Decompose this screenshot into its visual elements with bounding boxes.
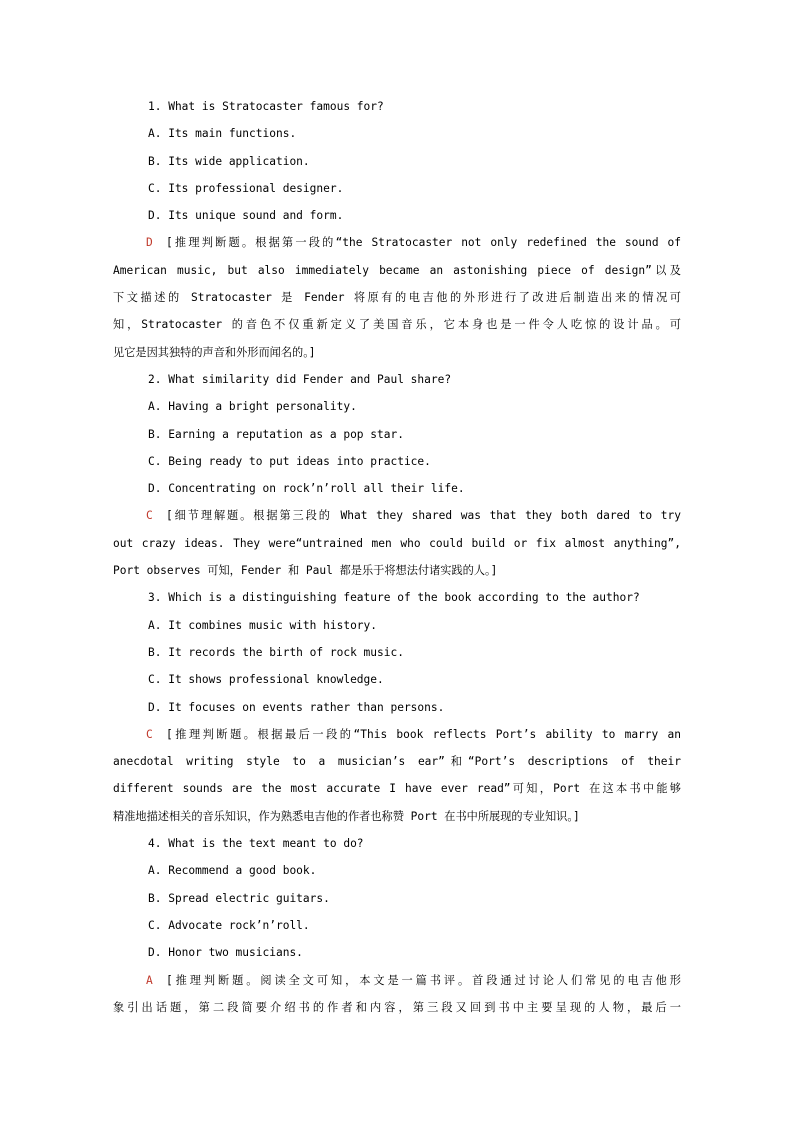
answer-line <box>113 502 681 529</box>
answer-line <box>113 967 681 994</box>
explanation-line: out crazy ideas. They were“untrained men who could build or fix almost anything”, <box>113 536 681 550</box>
question-block-3 <box>113 584 681 830</box>
question-block-2 <box>113 366 681 584</box>
explanation-line: 知，Stratocaster 的音色不仅重新定义了美国音乐，它本身也是一件令人吃惊的设计品。可 <box>113 318 681 332</box>
answer-line <box>113 229 681 256</box>
explanation-line: different sounds are the most accurate I have ever read”可知，Port 在这本书中能够 <box>113 782 681 796</box>
question-text: 1. What is Stratocaster famous for? <box>148 100 384 113</box>
option-b: B. Its wide application. <box>148 154 310 168</box>
option-a: A. Recommend a good book. <box>148 864 317 878</box>
answer-line <box>113 721 681 748</box>
answer-letter: C <box>146 727 153 741</box>
option-c: C. It shows professional knowledge. <box>148 673 384 687</box>
option-d: D. Concentrating on rock’n’roll all their life. <box>148 482 465 496</box>
explanation-line: 见它是因其独特的声音和外形而闻名的。] <box>113 345 316 359</box>
answer-letter: D <box>146 236 153 250</box>
option-c: C. Advocate rock’n’roll. <box>148 918 310 932</box>
option-c: C. Being ready to put ideas into practice. <box>148 454 431 468</box>
explanation-line: anecdotal writing style to a musician’s ear”和“Port’s descriptions of their <box>113 755 681 769</box>
option-a: A. Its main functions. <box>148 127 297 141</box>
explanation-text: [推理判断题。根据第一段的“the Stratocaster not only redefined the sound of <box>166 236 681 250</box>
document-content <box>113 93 681 1021</box>
option-b: B. Earning a reputation as a pop star. <box>148 427 404 441</box>
option-a: A. Having a bright personality. <box>148 400 357 414</box>
option-d: D. It focuses on events rather than persons. <box>148 700 445 714</box>
explanation-text: [细节理解题。根据第三段的 What they shared was that they both dared to try <box>166 509 681 523</box>
option-c: C. Its professional designer. <box>148 181 344 195</box>
option-d: D. Honor two musicians. <box>148 946 303 960</box>
explanation-line: 下文描述的 Stratocaster 是 Fender 将原有的电吉他的外形进行了改进后制造出来的情况可 <box>113 291 681 305</box>
explanation-line: 象引出话题，第二段简要介绍书的作者和内容，第三段又回到书中主要呈现的人物，最后一 <box>113 1000 681 1014</box>
option-b: B. Spread electric guitars. <box>148 891 330 905</box>
explanation-line: 精准地描述相关的音乐知识，作为熟悉电吉他的作者也称赞 Port 在书中所展现的专业知识。] <box>113 809 580 823</box>
explanation-text: [推理判断题。根据最后一段的“This book reflects Port’s ability to marry an <box>166 727 681 741</box>
question-block-1 <box>113 93 681 366</box>
question-text: 2. What similarity did Fender and Paul share? <box>148 372 452 386</box>
option-a: A. It combines music with history. <box>148 618 378 632</box>
question-block-4 <box>113 830 681 1021</box>
option-b: B. It records the birth of rock music. <box>148 645 404 659</box>
answer-letter: A <box>146 973 153 987</box>
explanation-text: [推理判断题。阅读全文可知，本文是一篇书评。首段通过讨论人们常见的电吉他形 <box>166 973 681 987</box>
explanation-line: American music, but also immediately became an astonishing piece of design”以及 <box>113 263 681 277</box>
question-text: 3. Which is a distinguishing feature of the book according to the author? <box>148 591 640 605</box>
question-text: 4. What is the text meant to do? <box>148 837 364 851</box>
option-d: D. Its unique sound and form. <box>148 209 344 223</box>
explanation-line: Port observes 可知，Fender 和 Paul 都是乐于将想法付诸实践的人。] <box>113 564 498 578</box>
answer-letter: C <box>146 509 153 523</box>
